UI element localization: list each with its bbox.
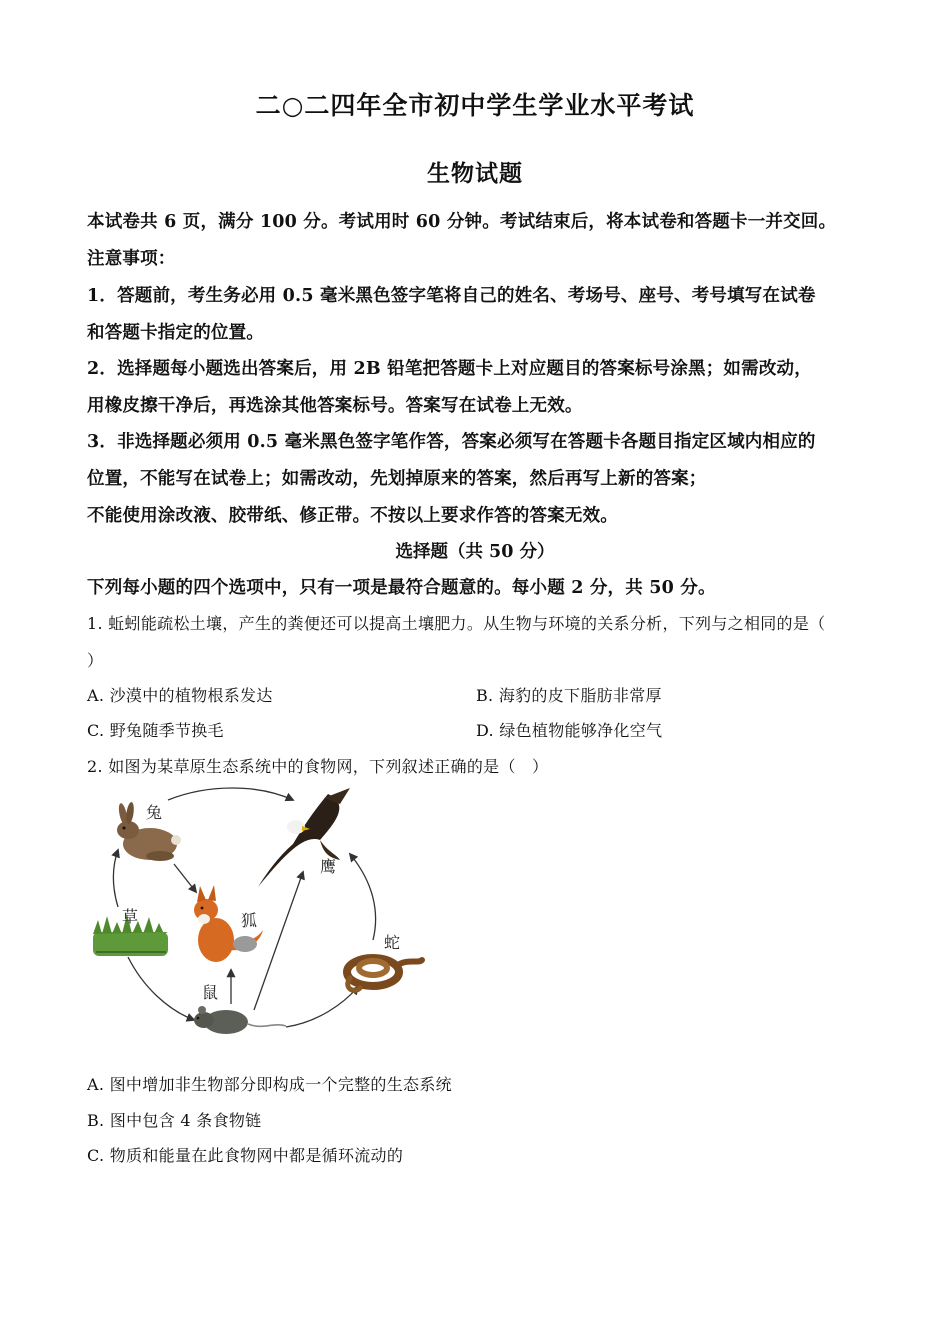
label-eagle: 鹰 [320,857,337,876]
arrow-mouse-eagle [254,872,303,1010]
arrow-grass-rabbit [114,850,119,907]
section-direction: 下列每小题的四个选项中，只有一项是最符合题意的。每小题 2 分，共 50 分。 [87,578,716,598]
label-fox: 狐 [241,911,258,930]
q1-stem-line2: ） [87,651,104,670]
notice-item-3c: 不能使用涂改液、胶带纸、修正带。不按以上要求作答的答案无效。 [87,506,618,526]
mouse-illustration [194,1006,286,1034]
arrow-rabbit-eagle [168,788,293,800]
label-rabbit: 兔 [146,803,163,822]
notice-item-1b: 和答题卡指定的位置。 [87,323,264,343]
arrow-grass-mouse [128,957,194,1020]
notice-item-3b: 位置，不能写在试卷上；如需改动，先划掉原来的答案，然后再写上新的答案； [87,469,707,489]
section-title: 选择题（共 50 分） [395,542,555,562]
notice-item-2b: 用橡皮擦干净后，再选涂其他答案标号。答案写在试卷上无效。 [87,396,583,416]
subject-title: 生物试题 [427,160,523,187]
q2-stem: 2. 如图为某草原生态系统中的食物网，下列叙述正确的是（ ） [87,757,549,776]
q1-option-d: D. 绿色植物能够净化空气 [476,721,663,740]
label-mouse: 鼠 [202,983,219,1002]
q1-option-a: A. 沙漠中的植物根系发达 [87,686,273,705]
q2-option-c: C. 物质和能量在此食物网中都是循环流动的 [87,1146,404,1165]
arrow-mouse-snake [286,987,358,1027]
arrow-snake-eagle [350,854,376,940]
food-web-figure [88,782,433,1047]
notice-item-2a: 2．选择题每小题选出答案后，用 2B 铅笔把答题卡上对应题目的答案标号涂黑；如需改动， [87,359,812,379]
snake-illustration [347,958,422,990]
arrow-rabbit-fox [174,864,196,892]
q2-option-a: A. 图中增加非生物部分即构成一个完整的生态系统 [87,1075,452,1094]
label-grass: 草 [122,907,139,926]
label-snake: 蛇 [384,933,401,952]
q2-option-b: B. 图中包含 4 条食物链 [87,1111,262,1130]
notice-item-1a: 1．答题前，考生务必用 0.5 毫米黑色签字笔将自己的姓名、考场号、座号、考号填写在试卷 [87,286,816,306]
q1-option-c: C. 野兔随季节换毛 [87,721,224,740]
q1-stem-line1: 1. 蚯蚓能疏松土壤，产生的粪便还可以提高土壤肥力。从生物与环境的关系分析，下列与之相同的是（ [87,614,826,633]
q1-option-b: B. 海豹的皮下脂肪非常厚 [476,686,662,705]
notice-heading: 注意事项： [87,249,176,269]
exam-title: 二○二四年全市初中学生学业水平考试 [255,91,695,120]
eagle-illustration [258,788,350,887]
intro-text: 本试卷共 6 页，满分 100 分。考试用时 60 分钟。考试结束后，将本试卷和答题卡一并交回。 [87,212,837,232]
notice-item-3a: 3．非选择题必须用 0.5 毫米黑色签字笔作答，答案必须写在答题卡各题目指定区域内相应的 [87,432,816,452]
